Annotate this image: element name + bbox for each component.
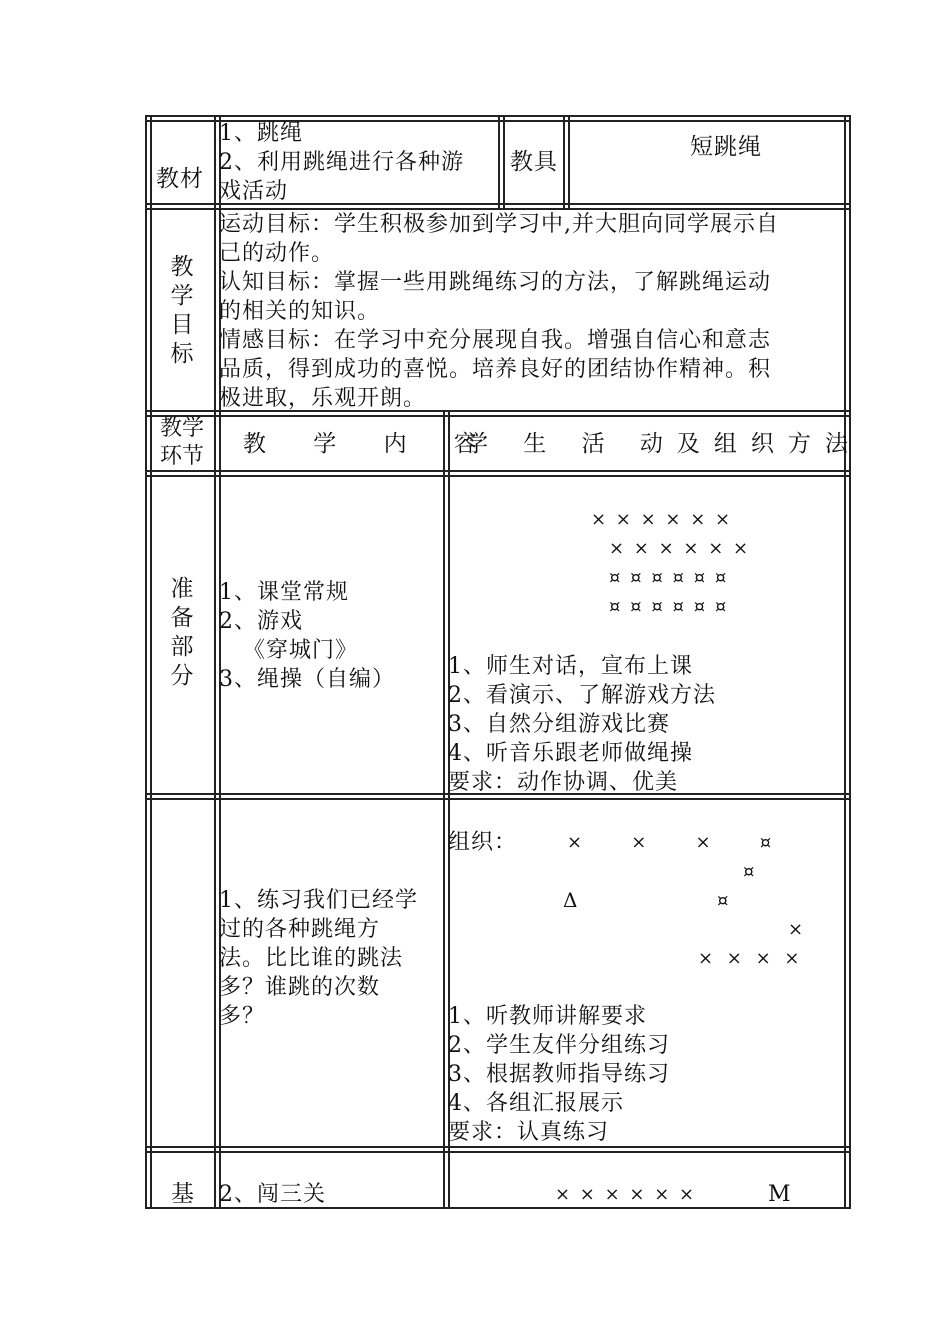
equipment-label: 教具 — [510, 149, 558, 175]
basic-marker: M — [768, 1182, 792, 1207]
material-item-2: 2、利用跳绳进行各种游 — [219, 150, 464, 175]
lesson-plan-table — [145, 115, 862, 1209]
prep-requirement: 要求：动作协调、优美 — [448, 770, 679, 795]
material-item-3: 戏活动 — [219, 179, 289, 204]
equipment-value: 短跳绳 — [690, 134, 762, 160]
divider-prep-inner — [145, 798, 851, 800]
col-divider-equipment-2-inner — [568, 115, 570, 208]
basic-formation: × × × × × × — [555, 1184, 697, 1205]
prep-content-1: 1、课堂常规 — [219, 580, 349, 605]
prep-activity-4: 4、听音乐跟老师做绳操 — [448, 741, 693, 766]
border-right-inner — [844, 115, 846, 1209]
basic-label: 基 — [171, 1181, 195, 1207]
divider-goals-inner — [145, 415, 851, 417]
content-header: 教 学 内 容 — [243, 431, 497, 457]
practice-content-5: 多？ — [219, 1004, 266, 1029]
border-left — [145, 115, 147, 1209]
divider-header — [145, 470, 851, 472]
goals-line-2: 己的动作。 — [219, 241, 335, 266]
goals-line-3: 认知目标：掌握一些用跳绳练习的方法，了解跳绳运动 — [219, 270, 772, 295]
prep-formation-4: ¤ ¤ ¤ ¤ ¤ ¤ — [609, 596, 729, 617]
goals-line-5: 情感目标：在学习中充分展现自我。增强自信心和意志 — [219, 328, 772, 353]
goals-line-1: 运动目标：学生积极参加到学习中,并大胆向同学展示自 — [219, 212, 779, 237]
material-label: 教材 — [156, 166, 204, 192]
practice-content-2: 过的各种跳绳方 — [219, 917, 381, 942]
col-divider-2 — [443, 410, 445, 1209]
org-row-5: × × × × — [698, 948, 804, 969]
practice-activity-3: 3、根据教师指导练习 — [448, 1062, 670, 1087]
prep-label: 准备部分 — [170, 576, 194, 689]
section-header: 教学环节 — [159, 416, 204, 469]
material-item-1: 1、跳绳 — [219, 121, 303, 146]
practice-requirement: 要求：认真练习 — [448, 1120, 610, 1145]
practice-activity-2: 2、学生友伴分组练习 — [448, 1033, 670, 1058]
col-divider-equipment-2 — [563, 115, 565, 208]
practice-activity-1: 1、听教师讲解要求 — [448, 1004, 647, 1029]
org-row-3: ¤ — [717, 890, 731, 911]
org-row-2: ¤ — [743, 861, 757, 882]
goals-label: 教学目标 — [170, 254, 194, 367]
col-divider-equipment — [498, 115, 500, 208]
practice-content-3: 法。比比谁的跳法 — [219, 946, 404, 971]
divider-practice-inner — [145, 1151, 851, 1153]
prep-formation-2: × × × × × × — [609, 538, 751, 559]
practice-activity-4: 4、各组汇报展示 — [448, 1091, 624, 1116]
teacher-symbol: Δ — [563, 888, 580, 912]
practice-content-1: 1、练习我们已经学 — [219, 888, 418, 913]
prep-formation-3: ¤ ¤ ¤ ¤ ¤ ¤ — [609, 567, 729, 588]
prep-activity-2: 2、看演示、了解游戏方法 — [448, 683, 716, 708]
prep-content-4: 3、绳操（自编） — [219, 667, 395, 692]
org-row-4: × — [788, 919, 806, 940]
prep-formation-1: × × × × × × — [591, 509, 733, 530]
activity-header: 学 生 活 动及组织方法 — [465, 431, 862, 457]
org-row-1: × × × ¤ — [567, 832, 780, 853]
goals-line-6: 品质，得到成功的喜悦。培养良好的团结协作精神。积 — [219, 357, 772, 382]
org-label: 组织： — [448, 830, 518, 855]
border-right — [849, 115, 851, 1209]
basic-content: 2、闯三关 — [219, 1182, 326, 1207]
prep-activity-1: 1、师生对话，宣布上课 — [448, 654, 693, 679]
prep-content-2: 2、游戏 — [219, 609, 303, 634]
practice-content-4: 多？谁跳的次数 — [219, 975, 381, 1000]
goals-line-7: 极进取，乐观开朗。 — [219, 386, 427, 411]
col-divider-equipment-inner — [503, 115, 505, 208]
prep-content-3: 《穿城门》 — [243, 638, 359, 663]
goals-line-4: 的相关的知识。 — [219, 299, 381, 324]
col-divider-1 — [214, 115, 216, 1209]
prep-activity-3: 3、自然分组游戏比赛 — [448, 712, 670, 737]
border-left-inner — [150, 115, 152, 1209]
divider-header-inner — [145, 475, 851, 477]
